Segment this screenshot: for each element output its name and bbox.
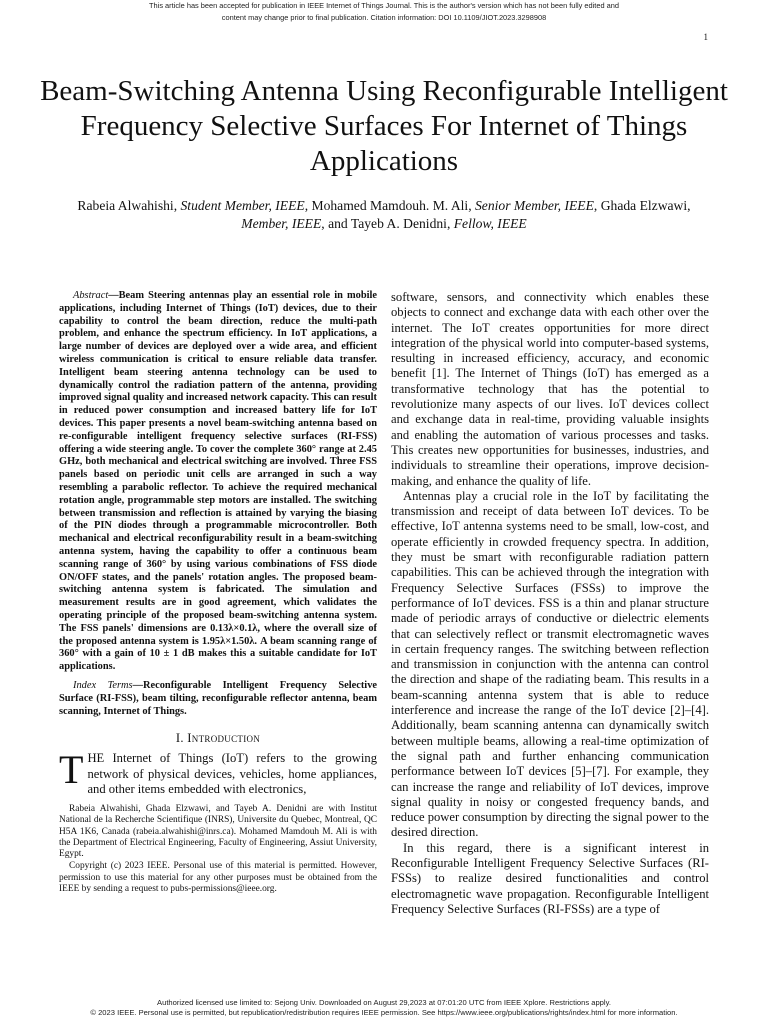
- left-column: [59, 290, 377, 895]
- index-terms-lead: Index Terms: [73, 679, 133, 691]
- body-paragraph: Antennas play a crucial role in the IoT by facilitating the transmission and receipt of data between IoT devices. To be effective, IoT antenna systems need to be small, low-cost, and operate efficiently in crowded frequency spectra. In addition, they must be smart with reconfigurable radiation pattern capabilities. This can be achieved through the integration with Frequency Selective Surfaces (FSSs) to improve the performance of IoT devices. FSS is a thin and planar structure made of periodic arrays of conductive or dielectric elements that can selectively reflect or transmit electromagnetic waves in certain frequency ranges. The switching between reflection and transmission in conjunction with the antenna can control the direction and shape of the radiating beam. This results in a beam-scanning antenna system that is able to reduce interference and increase the range of the IoT device [2]–[4]. Additionally, beam scanning antenna can dynamically switch between multiple beams, allowing a real-time optimization of the signal path and further enhancing communication performance between IoT devices [5]–[7]. For example, they can increase the range and reliability of IoT devices, improve signal quality in noisy or congested frequency bands, and reduce power consumption by directing the signal power to the desired direction.: [391, 488, 709, 840]
- publication-notice-line1: This article has been accepted for publication in IEEE Internet of Things Journal. This is the author's version which has not been fully edited and: [149, 1, 619, 10]
- license-footer: [0, 998, 768, 1018]
- author-name: Ghada Elzwawi,: [600, 198, 691, 213]
- author-footnote: Rabeia Alwahishi, Ghada Elzwawi, and Tayeb A. Denidni are with Institut National de la Recherche Scientifique (INRS), Universite du Quebec, Montreal, QC H5A 1K6, Canada (rabeia.alwahishi@inrs.ca). Mohamed Mamdouh M. Ali is with the Department of Electrical Engineering, Faculty of Engineering, Assiut University, Egypt.: [59, 804, 377, 860]
- author-separator: , and: [321, 216, 351, 231]
- license-line1: Authorized licensed use limited to: Sejong Univ. Downloaded on August 29,2023 at 07:01:20 UTC from IEEE Xplore. Restrictions apply.: [157, 998, 611, 1007]
- copyright-footnote: Copyright (c) 2023 IEEE. Personal use of this material is permitted. However, permission to use this material for any other purposes must be obtained from the IEEE by sending a request to pubs-permissions@ieee.org.: [59, 861, 377, 894]
- author-name: Rabeia Alwahishi,: [77, 198, 181, 213]
- introduction-text: HE Internet of Things (IoT) refers to the growing network of physical devices, vehicles, home appliances, and other items embedded with electronics,: [87, 751, 377, 796]
- index-terms-text: —Reconfigurable Intelligent Frequency Selective Surface (RI-FSS), beam tilting, reconfigurable reflector antenna, beam scanning, Internet of Things.: [59, 679, 378, 717]
- author-affiliation: Member, IEEE: [241, 216, 322, 231]
- author-affiliation: Senior Member, IEEE: [475, 198, 594, 213]
- page-number: 1: [703, 32, 708, 42]
- author-affiliation: Student Member, IEEE: [180, 198, 305, 213]
- license-line2: © 2023 IEEE. Personal use is permitted, but republication/redistribution requires IEEE permission. See https://www.ieee.org/publications/rights/index.html for more information.: [90, 1008, 678, 1017]
- author-separator: ,: [593, 198, 601, 213]
- abstract: [59, 290, 377, 674]
- author-list: [60, 197, 708, 233]
- author-separator: ,: [304, 198, 312, 213]
- publication-notice: [0, 0, 768, 24]
- drop-cap: T: [59, 747, 84, 793]
- section-heading-introduction: I. Introduction: [175, 731, 261, 746]
- body-paragraph: In this regard, there is a significant interest in Reconfigurable Intelligent Frequency Selective Surfaces (RI-FSSs) to realize desired functionalities and control electromagnetic wave propagation. Reconfigurable Intelligent Frequency Selective Surfaces (RI-FSSs) are a type of: [391, 840, 709, 916]
- body-paragraph: software, sensors, and connectivity which enables these objects to connect and exchange data with each other over the internet. The IoT creates opportunities for more direct integration of the physical world into computer-based systems, resulting in increased efficiency, accuracy, and economic benefit [1]. The Internet of Things (IoT) has emerged as a transformative technology that has the potential to revolutionize many aspects of our lives. IoT devices collect and exchange data in real-time, providing valuable insights and enabling the automation of various processes and tasks. This creates new opportunities for businesses, industries, and individuals to streamline their operations, improve decision-making, and enhance the quality of life.: [391, 290, 709, 488]
- publication-notice-line2: content may change prior to final publication. Citation information: DOI 10.1109/JIOT.2023.3298908: [221, 13, 547, 22]
- author-name: Tayeb A. Denidni,: [350, 216, 454, 231]
- author-affiliation: Fellow, IEEE: [453, 216, 527, 231]
- author-name: Mohamed Mamdouh. M. Ali,: [311, 198, 475, 213]
- right-column: [391, 290, 709, 917]
- abstract-lead: Abstract: [73, 290, 109, 301]
- index-terms: [59, 680, 377, 718]
- abstract-text: —Beam Steering antennas play an essential role in mobile applications, including Internet of Things (IoT) devices, due to their capability to control the beam direction, reduce the multi-path problem, and enhance the spectrum efficiency. In IoT applications, a large number of devices are deployed over a wide area, and efficient wireless communication is critical to ensure reliable data transfer. Intelligent beam steering antenna technology can be used to dynamically control the radiation pattern of the antenna, providing improved signal quality and increased network capacity. This can result in reduced power consumption and increased battery life for IoT devices. This paper presents a novel beam-switching antenna based on re-configurable intelligent frequency selective surfaces (RI-FSS) offering a wide steering angle. To cover the complete 360° range at 2.45 GHz, both mechanical and electrical switching are involved. Three FSS panels based on periodic unit cells are arranged in such a way resembling a parabolic reflector. To achieve the required mechanical rotation angle, programmable step motors are installed. The switching between transmission and reflection is attained by varying the biasing of the PIN diodes through a programmable microcontroller. Both mechanical and electrical reconfigurability result in a beam-switching antenna system, having the capability to offer a continuous beam scanning range of 360° by using various combinations of FSS diode ON/OFF states, and the panels' rotation angles. The proposed beam-switching antenna system is fabricated. The simulation and measurement results are in good agreement, which validates the operating principle of the proposed beam-switching antenna system. The FSS panels' dimensions are 0.13λ×0.1λ, where the overall size of the proposed antenna system is 1.95λ×1.50λ. A beam scanning range of 360° with a gain of 10 ± 1 dB makes this a suitable candidate for IoT applications.: [59, 290, 377, 673]
- introduction-paragraph: [59, 747, 377, 797]
- paper-title: Beam-Switching Antenna Using Reconfigurable Intelligent Frequency Selective Surfaces For Internet of Things Applications: [40, 75, 728, 177]
